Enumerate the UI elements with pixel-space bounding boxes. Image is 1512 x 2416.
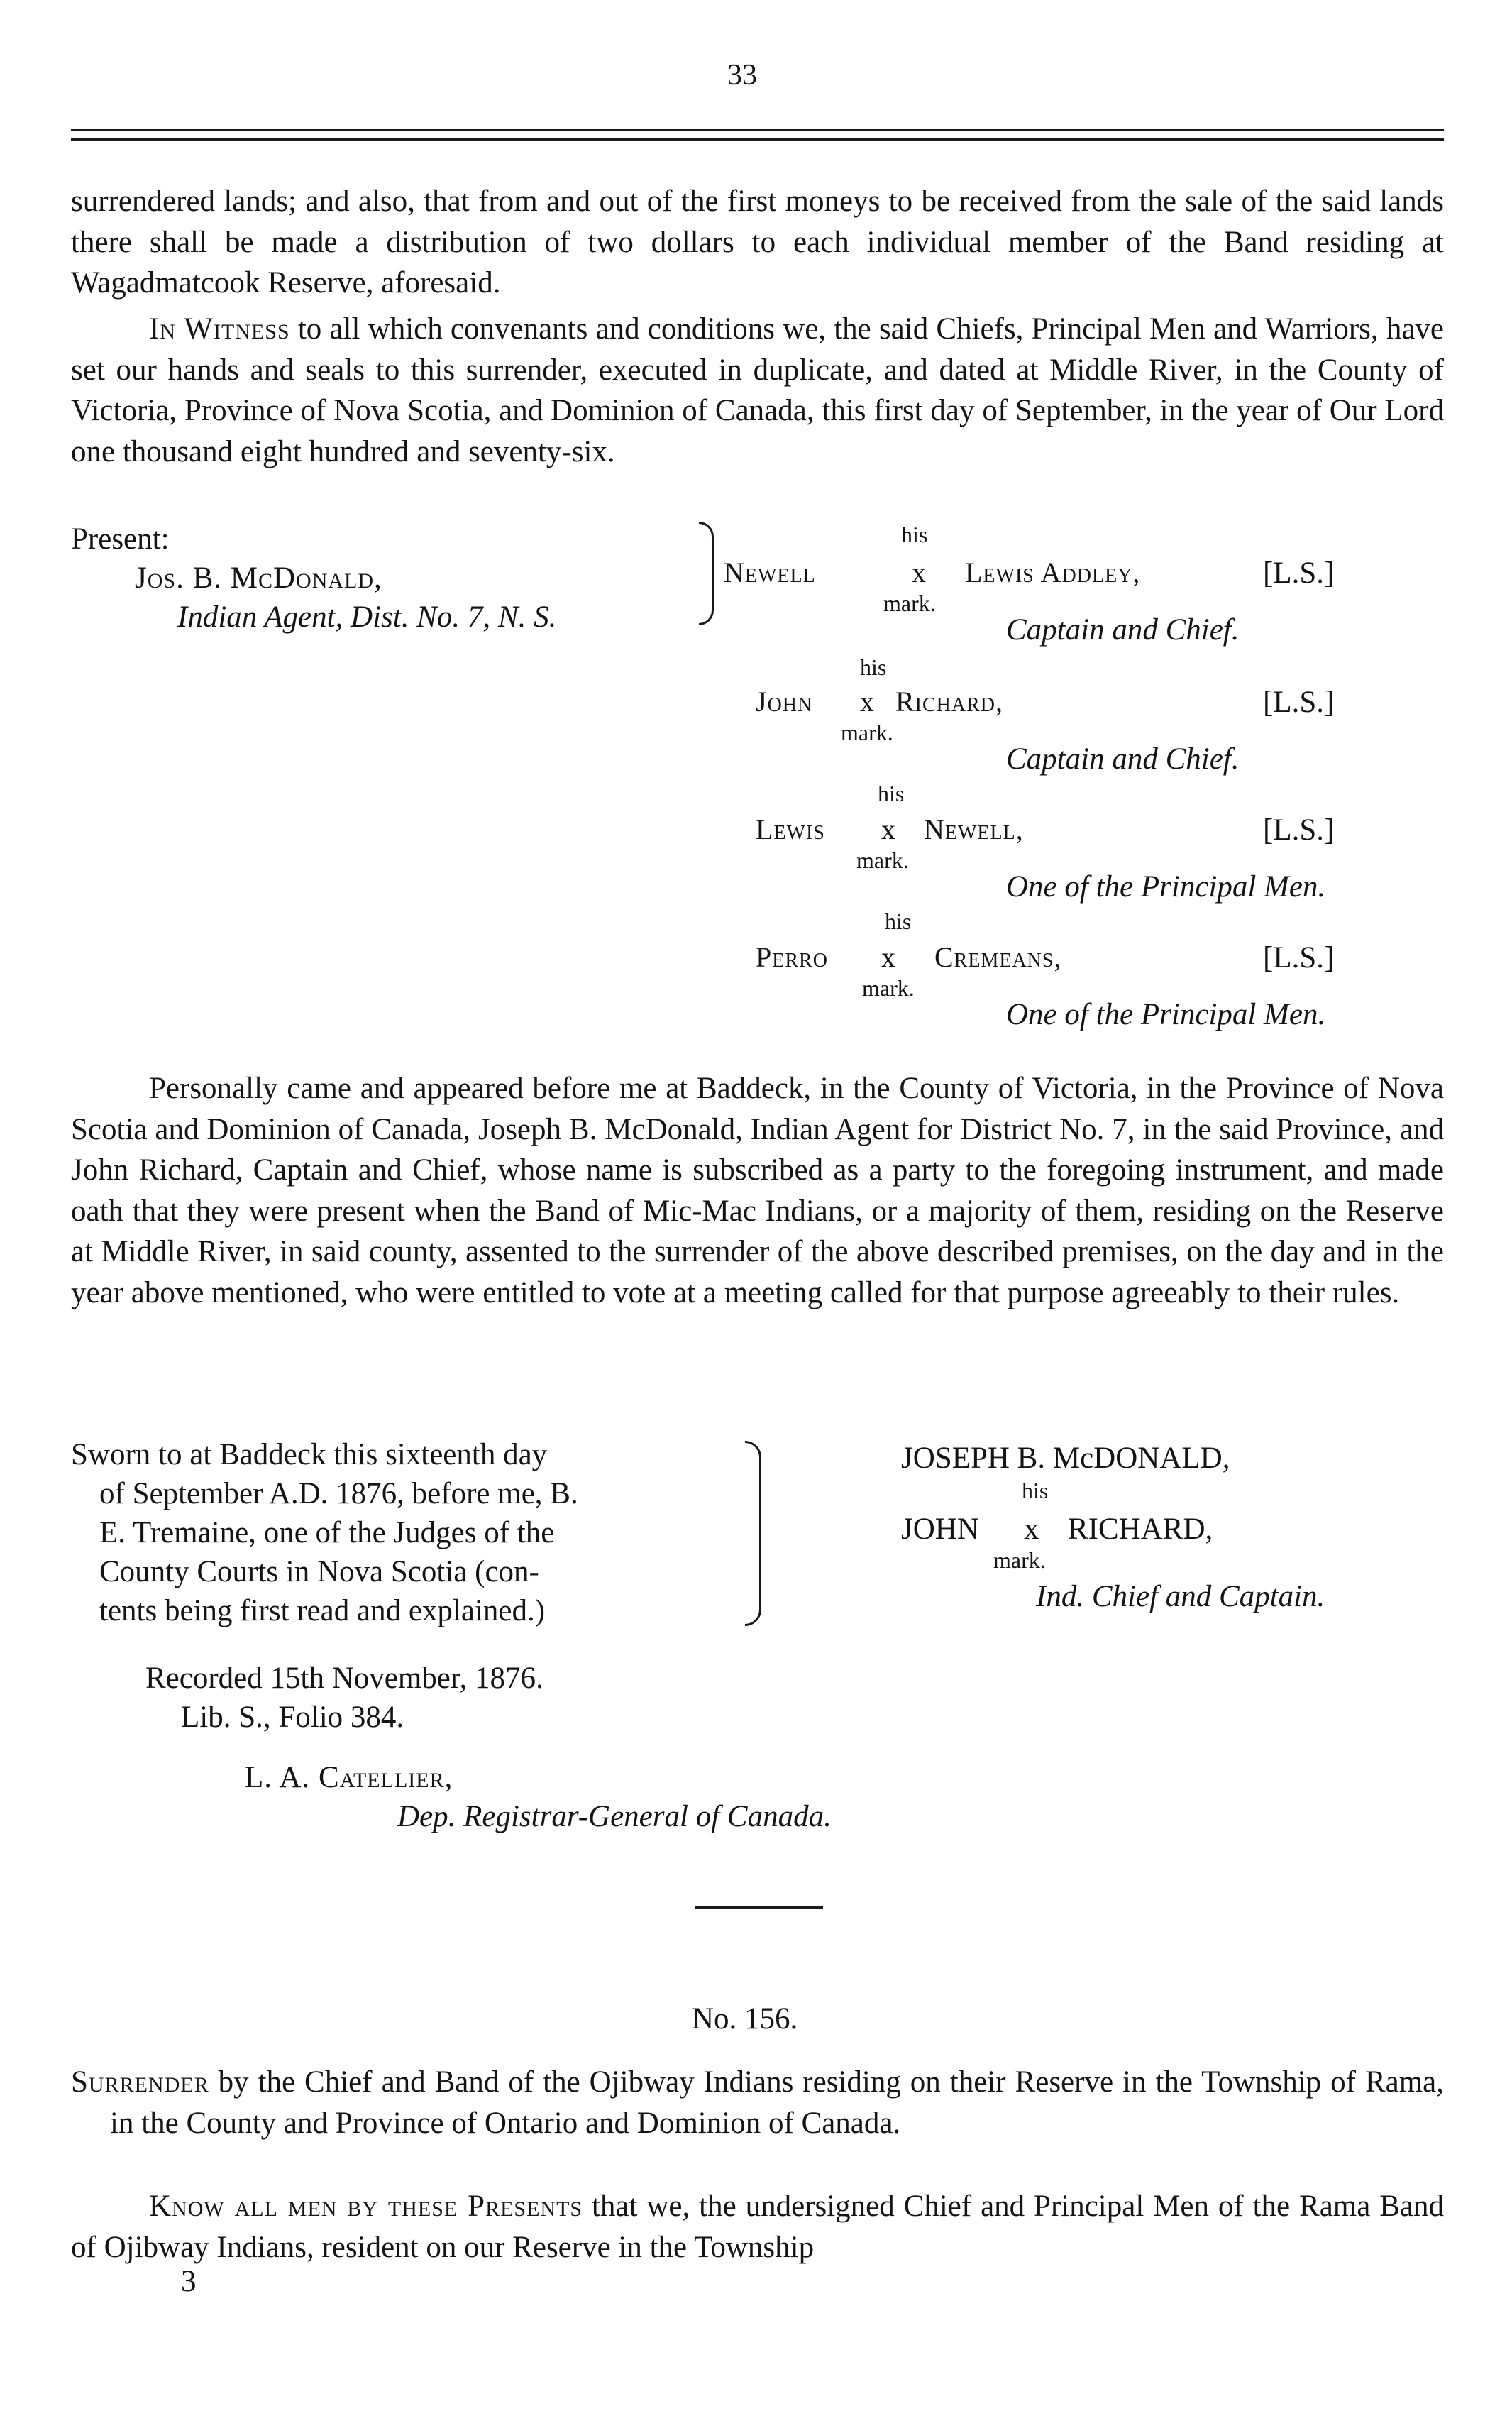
sworn-line-1: Sworn to at Baddeck this sixteenth day [71, 1438, 548, 1471]
sig-john-first: JOHN [901, 1512, 979, 1546]
in-witness-text: to all which convenants and conditions we, the said Chiefs, Principal Men and Warriors, have set our hands and seals to this surrender, executed in duplicate, and dated at Middle River, in the County of Victoria, Province of Nova Scotia, and Dominion of Canada, this first day of September, in the year of Our Lord one thousand eight hundred and seventy-six. [71, 312, 1444, 468]
sig1-x: x [912, 556, 926, 588]
know-all-lead: Know all men by these Presents [149, 2190, 583, 2223]
present-label: Present: [71, 522, 170, 556]
sig4-seal: [L.S.] [1263, 941, 1335, 974]
sig4-x: x [881, 941, 895, 973]
sig4-mark: mark. [862, 975, 915, 1001]
sig2-seal: [L.S.] [1263, 686, 1335, 719]
sig-joseph-mcdonald: JOSEPH B. McDONALD, [901, 1442, 1230, 1475]
witness-title: Indian Agent, Dist. No. 7, N. S. [177, 600, 557, 634]
sig3-x: x [881, 813, 895, 845]
witness-name: Jos. B. McDonald, [135, 561, 382, 595]
header-rule-top [71, 129, 1444, 131]
recorded-date: Recorded 15th November, 1876. [145, 1662, 543, 1695]
sig-john-role: Ind. Chief and Captain. [1036, 1580, 1325, 1613]
paragraph-surrendered-lands: surrendered lands; and also, that from and out of the first moneys to be received from the sale of the said lands there shall be made a distribution of two dollars to each individual member of the Band residing at Wagadmatcook Reserve, aforesaid. [71, 185, 1444, 300]
sig2-role: Captain and Chief. [1006, 742, 1240, 776]
sig4-role: One of the Principal Men. [1006, 998, 1326, 1031]
sig1-last: Lewis Addley, [965, 556, 1141, 588]
sig1-first: Newell [724, 556, 816, 588]
page-number: 33 [727, 59, 757, 92]
section-number: No. 156. [692, 2002, 798, 2036]
registrar-name: L. A. Catellier, [245, 1761, 453, 1794]
sworn-brace [745, 1441, 761, 1626]
sig2-last: Richard, [895, 686, 1004, 718]
surrender-heading [71, 2062, 1444, 2190]
sworn-line-2: of September A.D. 1876, before me, B. [99, 1477, 578, 1510]
sig-john-last: RICHARD, [1068, 1512, 1213, 1546]
sig1-role: Captain and Chief. [1006, 613, 1240, 647]
sig1-his: his [901, 522, 928, 547]
surrender-lead: Surrender [71, 2065, 209, 2099]
sig-john-x: x [1024, 1512, 1039, 1546]
sig-john-his: his [1022, 1478, 1049, 1503]
sig2-first: John [756, 686, 813, 718]
sworn-line-3: E. Tremaine, one of the Judges of the [99, 1516, 555, 1549]
section-divider [695, 1906, 823, 1909]
sworn-line-5: tents being first read and explained.) [99, 1594, 546, 1627]
sig3-last: Newell, [924, 813, 1024, 845]
recorded-folio: Lib. S., Folio 384. [181, 1701, 404, 1734]
sig4-first: Perro [756, 941, 828, 973]
sig4-last: Cremeans, [934, 941, 1062, 973]
registrar-title: Dep. Registrar-General of Canada. [397, 1800, 832, 1833]
sig-john-mark: mark. [993, 1547, 1046, 1573]
sig1-mark: mark. [883, 591, 936, 616]
sig2-x: x [860, 686, 874, 718]
sig1-seal: [L.S.] [1263, 556, 1335, 590]
sig2-mark: mark. [841, 720, 893, 745]
witness-brace [699, 522, 714, 625]
sig3-first: Lewis [756, 813, 825, 845]
paragraph-personally-came: Personally came and appeared before me at Baddeck, in the County of Victoria, in the Province of Nova Scotia and Dominion of Canada, Joseph B. McDonald, Indian Agent for District No. 7, in the said Province, and John Richard, Captain and Chief, whose name is subscribed as a party to the foregoing instrument, and made oath that they were present when the Band of Mic-Mac Indians, or a majority of them, residing on the Reserve at Middle River, in said county, assented to the surrender of the above described premises, on the day and in the year above mentioned, who were entitled to vote at a meeting called for that purpose agreeably to their rules. [71, 1072, 1444, 1309]
signature-mark: 3 [181, 2265, 197, 2298]
paragraph-know-all-men [71, 2186, 1444, 2271]
in-witness-lead: In Witness [149, 312, 290, 346]
sig3-role: One of the Principal Men. [1006, 870, 1326, 904]
sig3-seal: [L.S.] [1263, 813, 1335, 847]
paragraph-in-witness [71, 309, 1444, 522]
surrender-text: by the Chief and Band of the Ojibway Indians residing on their Reserve in the Township of Rama, in the County and Province of Ontario and Dominion of Canada. [110, 2065, 1444, 2140]
header-rule-bottom [71, 138, 1444, 141]
sworn-line-4: County Courts in Nova Scotia (con- [99, 1555, 539, 1588]
sig4-his: his [885, 908, 912, 934]
sig3-mark: mark. [856, 847, 909, 873]
sig3-his: his [878, 781, 905, 806]
sig2-his: his [860, 654, 887, 680]
know-all-text: that we, the undersigned Chief and Principal Men of the Rama Band of Ojibway Indians, resident on our Reserve in the Township [71, 2190, 1444, 2264]
